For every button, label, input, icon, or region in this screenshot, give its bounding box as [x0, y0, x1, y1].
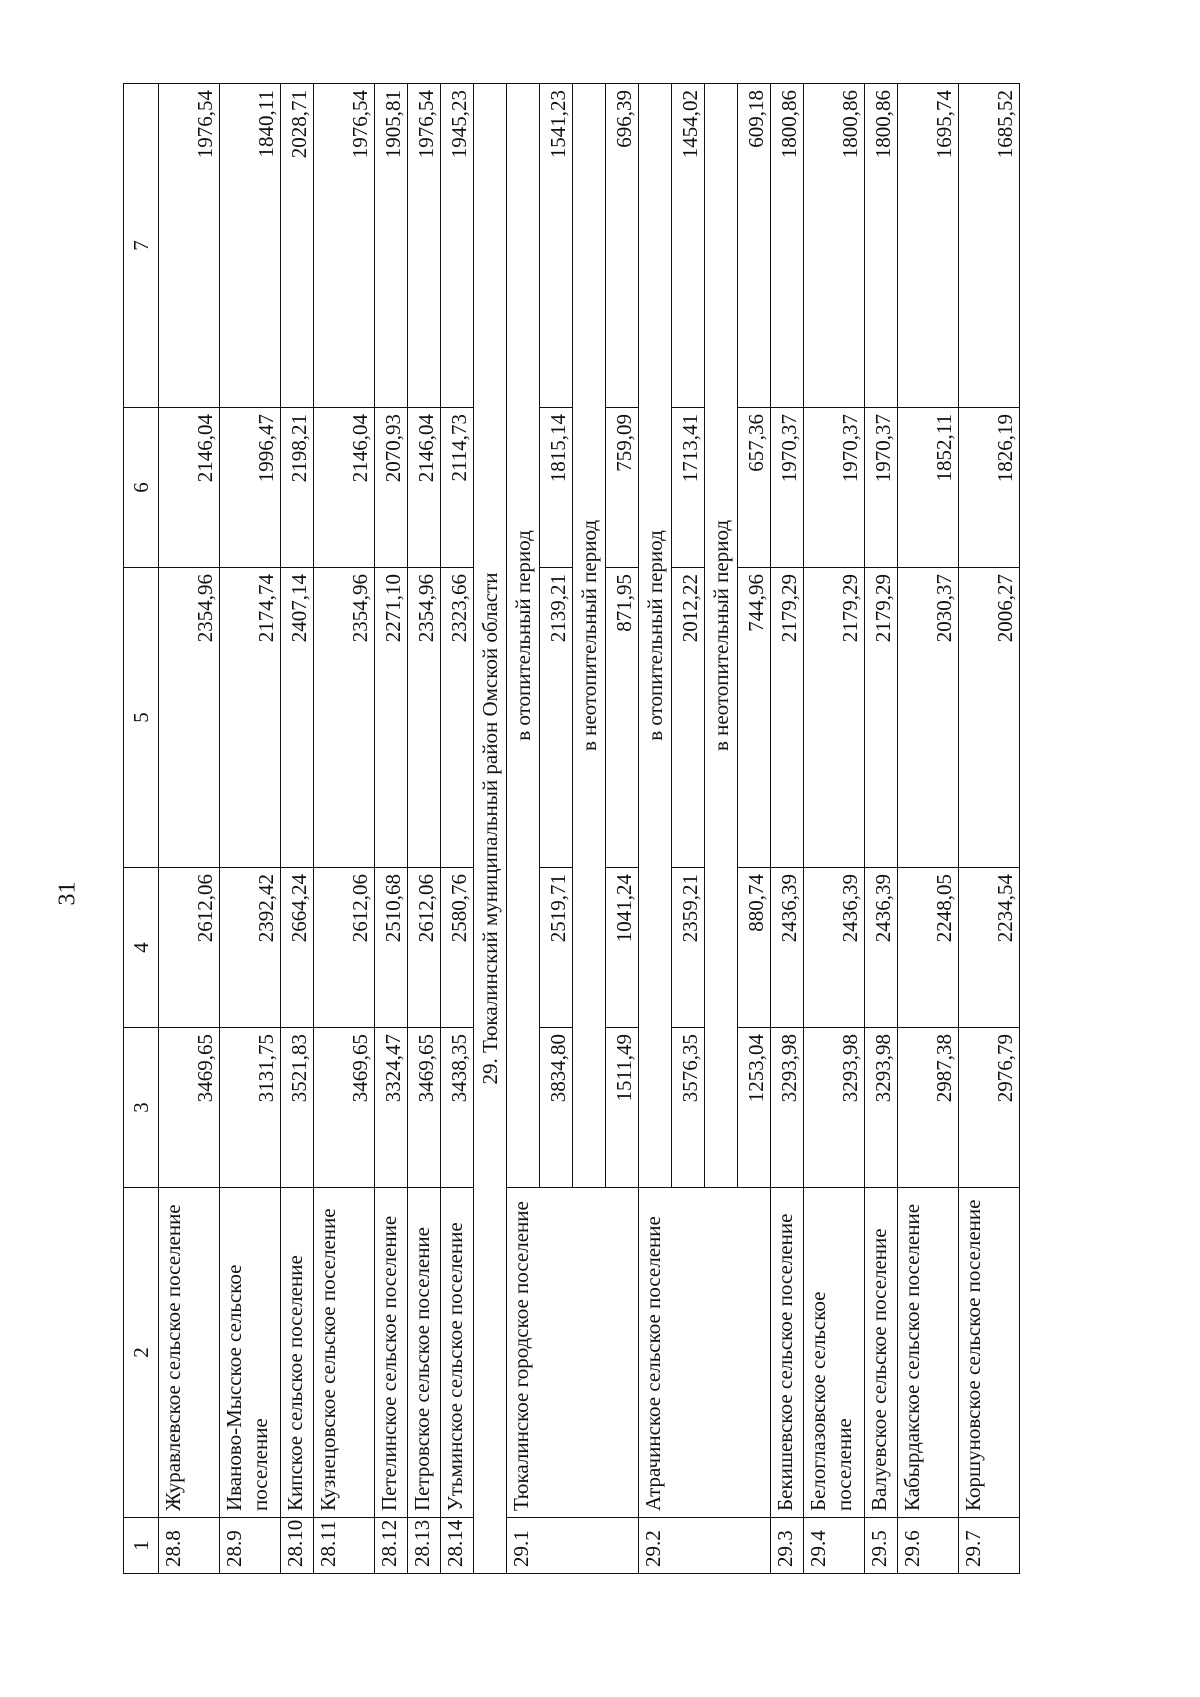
table-row [281, 84, 314, 1574]
value-cell: 3293,98 [804, 1028, 865, 1188]
value-cell: 3469,65 [314, 1028, 375, 1188]
row-id: 29.7 [959, 1518, 1020, 1574]
value-cell: 696,39 [606, 84, 639, 408]
row-name: Кузнецовское сельское поселение [314, 1188, 375, 1518]
value-cell: 2323,66 [441, 568, 474, 868]
value-cell: 2179,29 [865, 568, 898, 868]
value-cell: 2612,06 [408, 868, 441, 1028]
value-cell: 2012,22 [672, 568, 705, 868]
value-cell: 1826,19 [959, 408, 1020, 568]
value-cell: 1852,11 [898, 408, 959, 568]
value-cell: 2612,06 [314, 868, 375, 1028]
table-row [441, 84, 474, 1574]
value-cell: 2354,96 [314, 568, 375, 868]
value-cell: 1996,47 [220, 408, 281, 568]
value-cell: 3469,65 [159, 1028, 220, 1188]
row-id: 29.4 [804, 1518, 865, 1574]
value-cell: 3324,47 [375, 1028, 408, 1188]
table-row [865, 84, 898, 1574]
page-number: 31 [54, 881, 81, 906]
row-name: Иваново-Мысское сельское поселение [220, 1188, 281, 1518]
value-cell: 3834,80 [540, 1028, 573, 1188]
value-cell: 2146,04 [159, 408, 220, 568]
row-name: Кипское сельское поселение [281, 1188, 314, 1518]
period-non-heating-label: в неотопительный период [705, 84, 738, 1188]
value-cell: 1840,11 [220, 84, 281, 408]
value-cell: 2114,73 [441, 408, 474, 568]
value-cell: 2436,39 [804, 868, 865, 1028]
value-cell: 1041,24 [606, 868, 639, 1028]
value-cell: 1713,41 [672, 408, 705, 568]
table-row [314, 84, 375, 1574]
value-cell: 3131,75 [220, 1028, 281, 1188]
value-cell: 1253,04 [738, 1028, 771, 1188]
row-id: 29.2 [639, 1518, 771, 1574]
value-cell: 3521,83 [281, 1028, 314, 1188]
row-id: 29.6 [898, 1518, 959, 1574]
value-cell: 1945,23 [441, 84, 474, 408]
row-id: 29.3 [771, 1518, 804, 1574]
table-row [771, 84, 804, 1574]
value-cell: 2179,29 [771, 568, 804, 868]
value-cell: 1800,86 [771, 84, 804, 408]
row-id: 28.13 [408, 1518, 441, 1574]
value-cell: 2519,71 [540, 868, 573, 1028]
value-cell: 1815,14 [540, 408, 573, 568]
value-cell: 2987,38 [898, 1028, 959, 1188]
value-cell: 744,96 [738, 568, 771, 868]
value-cell: 2179,29 [804, 568, 865, 868]
row-id: 28.11 [314, 1518, 375, 1574]
value-cell: 3293,98 [865, 1028, 898, 1188]
period-heating-label: в отопительный период [507, 84, 540, 1188]
value-cell: 2436,39 [865, 868, 898, 1028]
value-cell: 1685,52 [959, 84, 1020, 408]
value-cell: 2146,04 [408, 408, 441, 568]
column-header: 5 [124, 568, 159, 868]
value-cell: 1970,37 [865, 408, 898, 568]
value-cell: 2436,39 [771, 868, 804, 1028]
row-id: 28.9 [220, 1518, 281, 1574]
value-cell: 2271,10 [375, 568, 408, 868]
value-cell: 2139,21 [540, 568, 573, 868]
value-cell: 2174,74 [220, 568, 281, 868]
section-title: 29. Тюкалинский муниципальный район Омской области [474, 84, 507, 1574]
value-cell: 2030,37 [898, 568, 959, 868]
value-cell: 1511,49 [606, 1028, 639, 1188]
row-name: Тюкалинское городское поселение [507, 1188, 639, 1518]
table-row [375, 84, 408, 1574]
row-id: 29.5 [865, 1518, 898, 1574]
row-name: Валуевское сельское поселение [865, 1188, 898, 1518]
value-cell: 2510,68 [375, 868, 408, 1028]
value-cell: 2070,93 [375, 408, 408, 568]
value-cell: 2976,79 [959, 1028, 1020, 1188]
column-header: 1 [124, 1518, 159, 1574]
row-name: Атрачинское сельское поселение [639, 1188, 771, 1518]
period-non-heating-label: в неотопительный период [573, 84, 606, 1188]
value-cell: 2248,05 [898, 868, 959, 1028]
table-row [959, 84, 1020, 1574]
table-row [898, 84, 959, 1574]
value-cell: 2234,54 [959, 868, 1020, 1028]
value-cell: 2359,21 [672, 868, 705, 1028]
row-id: 28.10 [281, 1518, 314, 1574]
value-cell: 1976,54 [159, 84, 220, 408]
value-cell: 2407,14 [281, 568, 314, 868]
row-name: Петровское сельское поселение [408, 1188, 441, 1518]
value-cell: 1454,02 [672, 84, 705, 408]
column-header: 7 [124, 84, 159, 408]
row-name: Петелинское сельское поселение [375, 1188, 408, 1518]
column-header: 4 [124, 868, 159, 1028]
value-cell: 2146,04 [314, 408, 375, 568]
value-cell: 871,95 [606, 568, 639, 868]
value-cell: 2354,96 [159, 568, 220, 868]
value-cell: 3438,35 [441, 1028, 474, 1188]
value-cell: 2354,96 [408, 568, 441, 868]
value-cell: 2198,21 [281, 408, 314, 568]
value-cell: 1970,37 [804, 408, 865, 568]
column-header: 6 [124, 408, 159, 568]
value-cell: 1976,54 [408, 84, 441, 408]
value-cell: 2612,06 [159, 868, 220, 1028]
row-name: Утьминское сельское поселение [441, 1188, 474, 1518]
table-row [804, 84, 865, 1574]
value-cell: 1905,81 [375, 84, 408, 408]
period-heating-label: в отопительный период [639, 84, 672, 1188]
value-cell: 609,18 [738, 84, 771, 408]
value-cell: 3293,98 [771, 1028, 804, 1188]
table-row [220, 84, 281, 1574]
value-cell: 759,09 [606, 408, 639, 568]
value-cell: 2006,27 [959, 568, 1020, 868]
value-cell: 2392,42 [220, 868, 281, 1028]
value-cell: 2664,24 [281, 868, 314, 1028]
value-cell: 1800,86 [804, 84, 865, 408]
column-header: 3 [124, 1028, 159, 1188]
value-cell: 1541,23 [540, 84, 573, 408]
value-cell: 657,36 [738, 408, 771, 568]
table-row [639, 84, 672, 1574]
table-row [159, 84, 220, 1574]
row-name: Кабырдакское сельское поселение [898, 1188, 959, 1518]
value-cell: 1976,54 [314, 84, 375, 408]
row-id: 29.1 [507, 1518, 639, 1574]
column-header: 2 [124, 1188, 159, 1518]
value-cell: 1800,86 [865, 84, 898, 408]
header-row [124, 84, 159, 1574]
row-id: 28.12 [375, 1518, 408, 1574]
value-cell: 3576,35 [672, 1028, 705, 1188]
row-id: 28.14 [441, 1518, 474, 1574]
value-cell: 1695,74 [898, 84, 959, 408]
value-cell: 880,74 [738, 868, 771, 1028]
value-cell: 1970,37 [771, 408, 804, 568]
value-cell: 3469,65 [408, 1028, 441, 1188]
row-name: Белоглазовское сельское поселение [804, 1188, 865, 1518]
row-name: Коршуновское сельское поселение [959, 1188, 1020, 1518]
value-cell: 2028,71 [281, 84, 314, 408]
table-row [507, 84, 540, 1574]
row-name: Бекишевское сельское поселение [771, 1188, 804, 1518]
table-row [408, 84, 441, 1574]
value-cell: 2580,76 [441, 868, 474, 1028]
rotated-table-wrapper [123, 84, 1048, 1574]
section-row [474, 84, 507, 1574]
tariff-table [123, 83, 1020, 1574]
row-name: Журавлевское сельское поселение [159, 1188, 220, 1518]
row-id: 28.8 [159, 1518, 220, 1574]
